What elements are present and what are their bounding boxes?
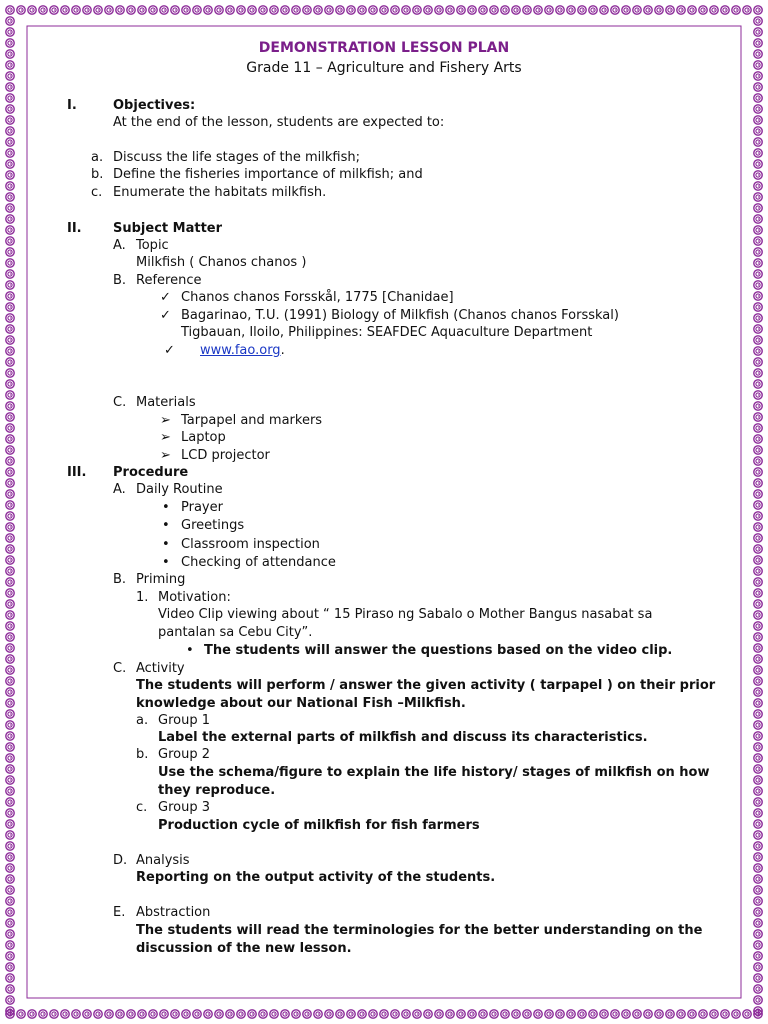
reference-item: Chanos chanos Forsskål, 1775 [Chanidae] — [181, 290, 454, 305]
list-marker: E. — [113, 905, 126, 920]
list-marker: b. — [91, 167, 104, 182]
routine-item: Prayer — [181, 500, 223, 515]
motivation-bullet-text: The students will answer the questions based on the video clip. — [204, 643, 673, 658]
analysis-text: Reporting on the output activity of the students. — [136, 870, 496, 885]
reference-item: Tigbauan, Iloilo, Philippines: SEAFDEC Aquaculture Department — [181, 325, 593, 340]
objective-item: Enumerate the habitats milkfish. — [113, 185, 327, 200]
subheading-motivation: Motivation: — [158, 590, 231, 605]
list-marker: B. — [113, 273, 127, 288]
activity-text: knowledge about our National Fish –Milkfish. — [136, 696, 466, 711]
list-marker: a. — [91, 150, 104, 165]
material-item: Laptop — [181, 430, 226, 445]
arrow-bullet-icon: ➢ — [160, 413, 171, 428]
motivation-text: pantalan sa Cebu City”. — [158, 625, 313, 640]
bullet-icon: • — [162, 518, 170, 533]
abstraction-text: The students will read the terminologies for the better understanding on the — [136, 923, 703, 938]
subheading-topic: Topic — [136, 238, 169, 253]
section-heading-subject-matter: Subject Matter — [113, 221, 223, 236]
group-description: they reproduce. — [158, 783, 276, 798]
group-description: Use the schema/figure to explain the life history/ stages of milkfish on how — [158, 765, 710, 780]
motivation-text: Video Clip viewing about “ 15 Piraso ng Sabalo o Mother Bangus nasabat sa — [158, 607, 653, 622]
list-marker: D. — [113, 853, 128, 868]
group-heading: Group 1 — [158, 713, 210, 728]
bullet-icon: • — [186, 643, 194, 658]
material-item: LCD projector — [181, 448, 270, 463]
document-subtitle: Grade 11 – Agriculture and Fishery Arts — [246, 60, 522, 76]
section-number: III. — [67, 465, 87, 480]
list-marker: B. — [113, 572, 127, 587]
group-description: Label the external parts of milkfish and discuss its characteristics. — [158, 730, 648, 745]
group-heading: Group 3 — [158, 800, 210, 815]
group-heading: Group 2 — [158, 747, 210, 762]
document-title: DEMONSTRATION LESSON PLAN — [258, 40, 510, 56]
check-icon: ✓ — [164, 343, 175, 358]
routine-item: Checking of attendance — [181, 555, 336, 570]
objective-item: Define the fisheries importance of milkfish; and — [113, 167, 423, 182]
list-marker: c. — [91, 185, 103, 200]
routine-item: Greetings — [181, 518, 245, 533]
subheading-priming: Priming — [136, 572, 186, 587]
list-marker: C. — [113, 661, 127, 676]
section-heading-objectives: Objectives: — [113, 98, 196, 113]
arrow-bullet-icon: ➢ — [160, 430, 171, 445]
topic-text: Milkfish ( Chanos chanos ) — [136, 255, 307, 270]
section-number: I. — [67, 98, 77, 113]
section-heading-procedure: Procedure — [113, 465, 189, 480]
activity-text: The students will perform / answer the given activity ( tarpapel ) on their prior — [136, 678, 716, 693]
list-marker: C. — [113, 395, 127, 410]
subheading-reference: Reference — [136, 273, 202, 288]
link-period: . — [280, 343, 285, 358]
list-marker: b. — [136, 747, 149, 762]
subheading-abstraction: Abstraction — [136, 905, 211, 920]
bullet-icon: • — [162, 555, 170, 570]
arrow-bullet-icon: ➢ — [160, 448, 171, 463]
list-marker: A. — [113, 238, 126, 253]
list-marker: A. — [113, 482, 126, 497]
routine-item: Classroom inspection — [181, 537, 320, 552]
abstraction-text: discussion of the new lesson. — [136, 941, 352, 956]
section-number: II. — [67, 221, 82, 236]
list-marker: c. — [136, 800, 148, 815]
bullet-icon: • — [162, 537, 170, 552]
list-marker: 1. — [136, 590, 149, 605]
check-icon: ✓ — [160, 308, 171, 323]
reference-link-row — [200, 342, 285, 359]
subheading-daily-routine: Daily Routine — [136, 482, 223, 497]
objective-item: Discuss the life stages of the milkfish; — [113, 150, 360, 165]
subheading-activity: Activity — [136, 661, 185, 676]
subheading-materials: Materials — [136, 395, 196, 410]
group-description: Production cycle of milkfish for fish farmers — [158, 818, 480, 833]
fao-link[interactable]: www.fao.org — [200, 343, 281, 358]
list-marker: a. — [136, 713, 149, 728]
bullet-icon: • — [162, 500, 170, 515]
material-item: Tarpapel and markers — [181, 413, 323, 428]
subheading-analysis: Analysis — [136, 853, 190, 868]
objectives-intro: At the end of the lesson, students are expected to: — [113, 115, 445, 130]
reference-item: Bagarinao, T.U. (1991) Biology of Milkfish (Chanos chanos Forsskal) — [181, 308, 619, 323]
check-icon: ✓ — [160, 290, 171, 305]
